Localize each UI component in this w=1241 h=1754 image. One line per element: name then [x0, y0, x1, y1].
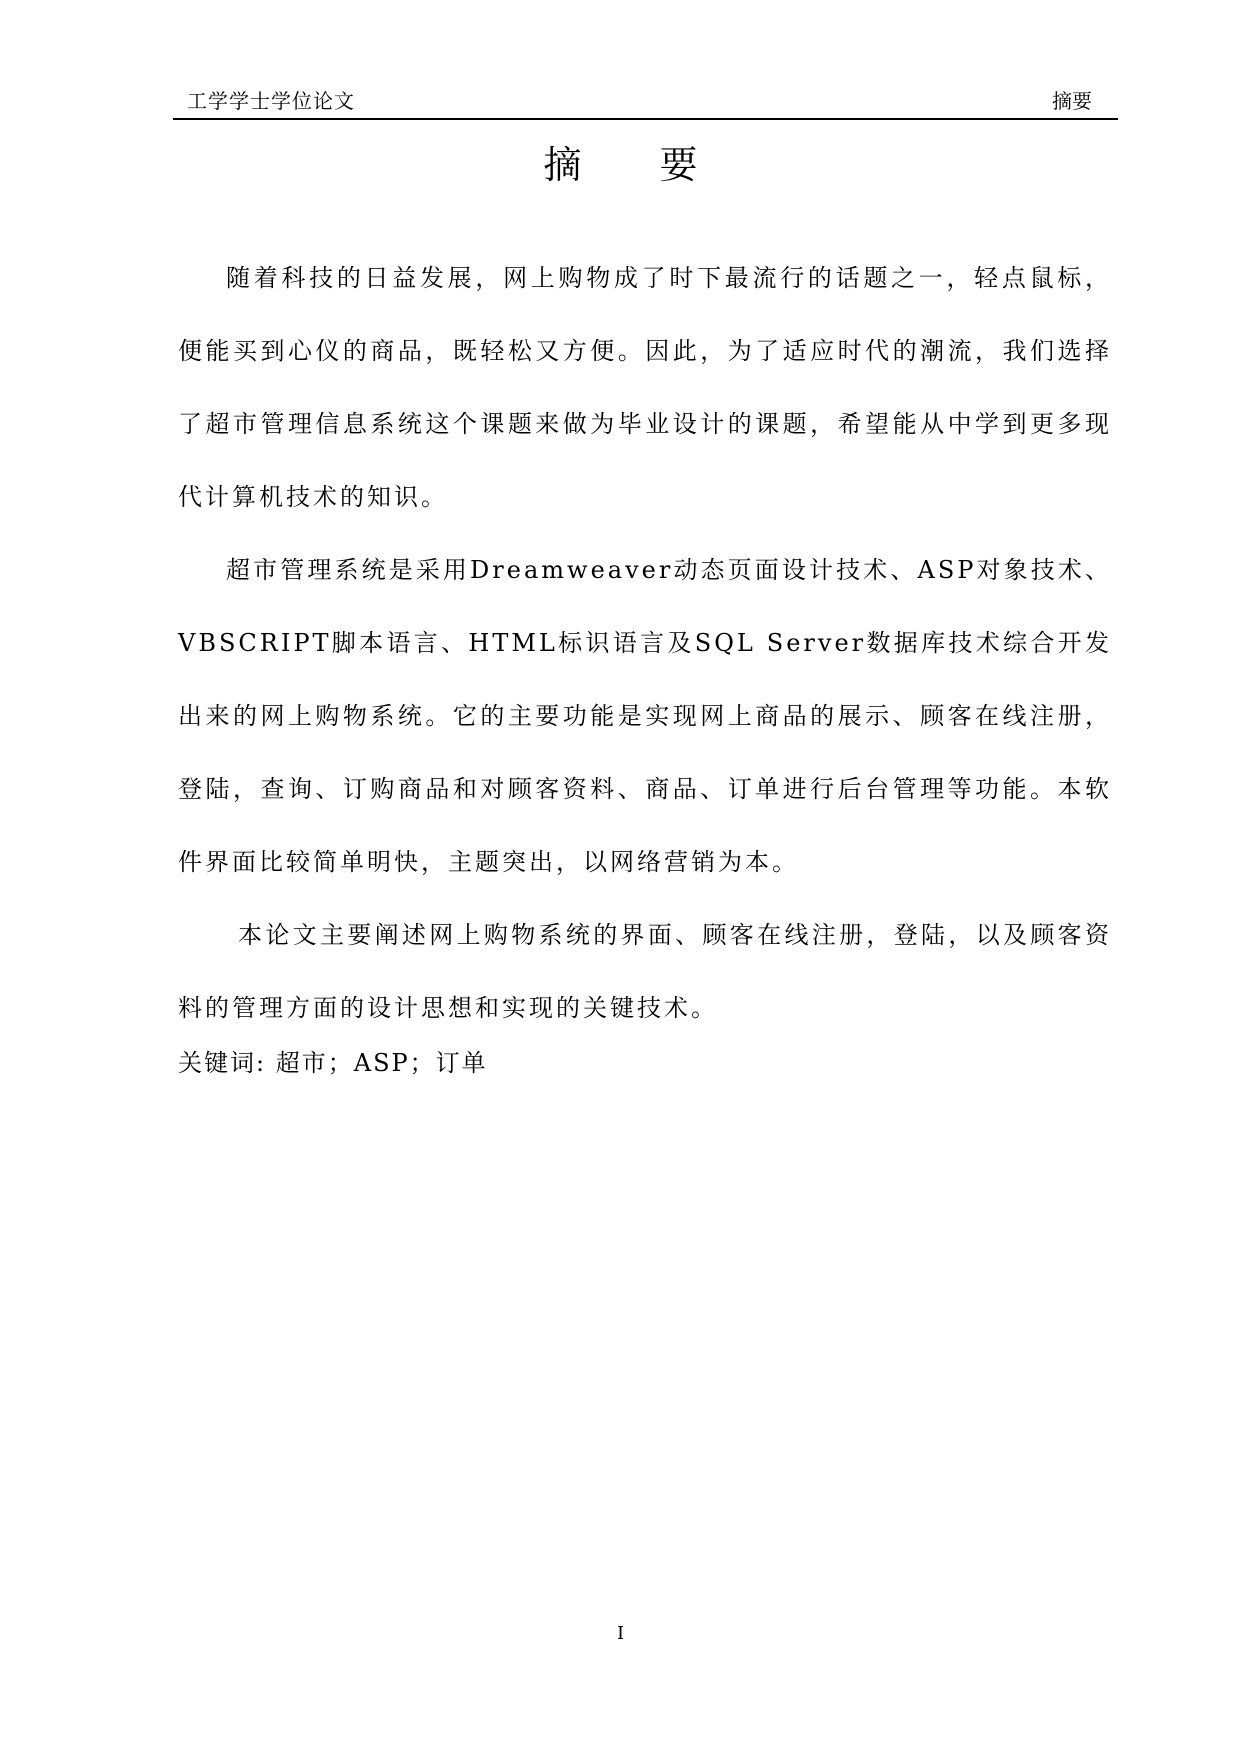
header-section-name: 摘要: [1052, 89, 1092, 113]
abstract-body: [178, 242, 1112, 1045]
header-thesis-type: 工学学士学位论文: [187, 89, 355, 113]
page-number: I: [616, 1623, 625, 1644]
keywords-label: 关键词: [178, 1049, 256, 1077]
abstract-paragraph: 超市管理系统是采用Dreamweaver动态页面设计技术、ASP对象技术、VBSCRIPT脚本语言、HTML标识语言及SQL Server数据库技术综合开发出来的网上购物系统。它的主要功能是实现网上商品的展示、顾客在线注册，登陆，查询、订购商品和对顾客资料、商品、订单进行后台管理等功能。本软件界面比较简单明快，主题突出，以网络营销为本。: [178, 556, 1112, 876]
abstract-paragraph: 随着科技的日益发展，网上购物成了时下最流行的话题之一，轻点鼠标，便能买到心仪的商品，既轻松又方便。因此，为了适应时代的潮流，我们选择了超市管理信息系统这个课题来做为毕业设计的课题，希望能从中学到更多现代计算机技术的知识。: [178, 264, 1112, 511]
page-title: 摘要: [543, 143, 776, 187]
keywords-line: [178, 1043, 488, 1083]
page-header: [173, 88, 1118, 120]
keywords-value: 超市；ASP；订单: [275, 1049, 488, 1077]
abstract-paragraph: 本论文主要阐述网上购物系统的界面、顾客在线注册，登陆，以及顾客资料的管理方面的设计思想和实现的关键技术。: [178, 921, 1112, 1022]
keywords-separator: :: [256, 1049, 267, 1077]
